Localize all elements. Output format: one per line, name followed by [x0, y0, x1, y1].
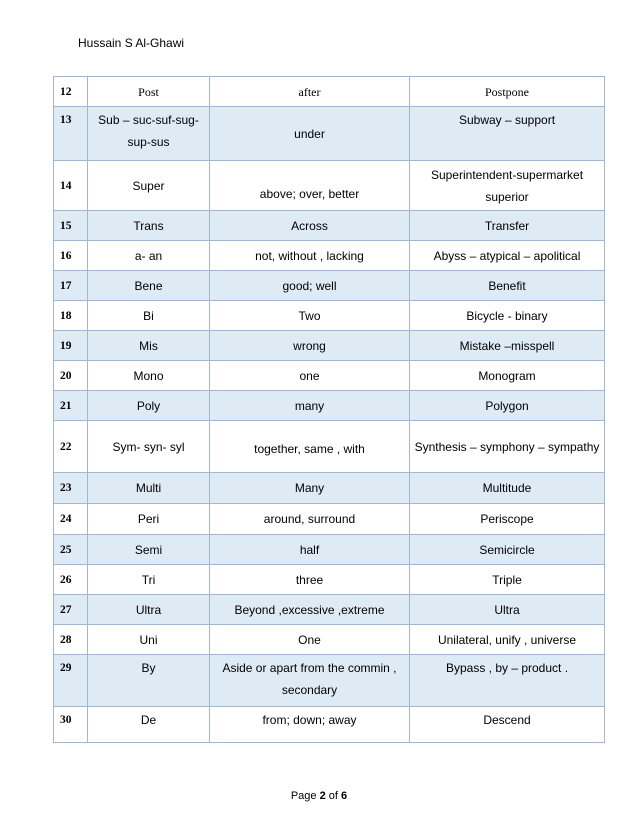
- example-cell: Polygon: [410, 391, 605, 421]
- total-pages-number: 6: [341, 790, 348, 802]
- example-cell: Postpone: [410, 77, 605, 107]
- meaning-cell: one: [210, 361, 410, 391]
- row-number: 18: [54, 301, 88, 331]
- table-row: [54, 271, 605, 301]
- root-cell: By: [88, 655, 210, 707]
- table-row: [54, 707, 605, 743]
- example-cell: Periscope: [410, 504, 605, 535]
- root-cell: Ultra: [88, 595, 210, 625]
- row-number: 26: [54, 565, 88, 595]
- table-row: [54, 107, 605, 161]
- example-cell: Benefit: [410, 271, 605, 301]
- meaning-cell: Many: [210, 473, 410, 504]
- example-cell: Triple: [410, 565, 605, 595]
- row-number: 25: [54, 535, 88, 565]
- root-cell: Post: [88, 77, 210, 107]
- table-row: [54, 331, 605, 361]
- example-cell: Synthesis – symphony – sympathy: [410, 421, 605, 473]
- example-cell: Unilateral, unify , universe: [410, 625, 605, 655]
- row-number: 30: [54, 707, 88, 743]
- root-cell: Bene: [88, 271, 210, 301]
- table-row: [54, 595, 605, 625]
- table-row: [54, 565, 605, 595]
- meaning-cell: half: [210, 535, 410, 565]
- root-cell: Peri: [88, 504, 210, 535]
- root-cell: Trans: [88, 211, 210, 241]
- row-number: 22: [54, 421, 88, 473]
- table-row: [54, 161, 605, 211]
- meaning-cell: Two: [210, 301, 410, 331]
- row-number: 16: [54, 241, 88, 271]
- word-roots-table: [53, 76, 605, 743]
- meaning-cell: three: [210, 565, 410, 595]
- root-cell: Mono: [88, 361, 210, 391]
- root-cell: De: [88, 707, 210, 743]
- root-cell: Tri: [88, 565, 210, 595]
- table-row: [54, 77, 605, 107]
- example-cell: Bicycle - binary: [410, 301, 605, 331]
- document-header: Hussain S Al-Ghawi: [78, 36, 185, 50]
- root-cell: Semi: [88, 535, 210, 565]
- root-cell: Sub – suc-suf-sug-sup-sus: [88, 107, 210, 161]
- row-number: 27: [54, 595, 88, 625]
- meaning-cell: together, same , with: [210, 421, 410, 473]
- example-cell: Descend: [410, 707, 605, 743]
- row-number: 29: [54, 655, 88, 707]
- row-number: 17: [54, 271, 88, 301]
- meaning-cell: under: [210, 107, 410, 161]
- meaning-cell: good; well: [210, 271, 410, 301]
- example-cell: Ultra: [410, 595, 605, 625]
- row-number: 21: [54, 391, 88, 421]
- root-cell: Sym- syn- syl: [88, 421, 210, 473]
- table-row: [54, 625, 605, 655]
- example-cell: Bypass , by – product .: [410, 655, 605, 707]
- table-row: [54, 211, 605, 241]
- table-row: [54, 473, 605, 504]
- row-number: 19: [54, 331, 88, 361]
- meaning-cell: from; down; away: [210, 707, 410, 743]
- table-row: [54, 361, 605, 391]
- row-number: 14: [54, 161, 88, 211]
- root-cell: Super: [88, 161, 210, 211]
- row-number: 20: [54, 361, 88, 391]
- meaning-cell: many: [210, 391, 410, 421]
- root-cell: Uni: [88, 625, 210, 655]
- example-cell: Abyss – atypical – apolitical: [410, 241, 605, 271]
- row-number: 24: [54, 504, 88, 535]
- root-cell: Bi: [88, 301, 210, 331]
- table-row: [54, 535, 605, 565]
- example-cell: Subway – support: [410, 107, 605, 161]
- footer-prefix: Page: [290, 790, 320, 802]
- footer-middle: of: [325, 790, 342, 802]
- meaning-cell: Aside or apart from the commin , secondary: [210, 655, 410, 707]
- meaning-cell: wrong: [210, 331, 410, 361]
- table-row: [54, 504, 605, 535]
- row-number: 15: [54, 211, 88, 241]
- meaning-cell: after: [210, 77, 410, 107]
- root-cell: a- an: [88, 241, 210, 271]
- table-row: [54, 241, 605, 271]
- meaning-cell: One: [210, 625, 410, 655]
- meaning-cell: above; over, better: [210, 161, 410, 211]
- example-cell: Mistake –misspell: [410, 331, 605, 361]
- table-row: [54, 301, 605, 331]
- table-row: [54, 655, 605, 707]
- meaning-cell: Beyond ,excessive ,extreme: [210, 595, 410, 625]
- example-cell: Superintendent-supermarket superior: [410, 161, 605, 211]
- root-cell: Multi: [88, 473, 210, 504]
- meaning-cell: around, surround: [210, 504, 410, 535]
- root-cell: Poly: [88, 391, 210, 421]
- example-cell: Transfer: [410, 211, 605, 241]
- current-page-number: 2: [319, 790, 326, 802]
- row-number: 13: [54, 107, 88, 161]
- table-row: [54, 391, 605, 421]
- row-number: 12: [54, 77, 88, 107]
- example-cell: Semicircle: [410, 535, 605, 565]
- root-cell: Mis: [88, 331, 210, 361]
- page-footer: [0, 790, 638, 802]
- row-number: 28: [54, 625, 88, 655]
- meaning-cell: not, without , lacking: [210, 241, 410, 271]
- table-row: [54, 421, 605, 473]
- example-cell: Monogram: [410, 361, 605, 391]
- meaning-cell: Across: [210, 211, 410, 241]
- row-number: 23: [54, 473, 88, 504]
- example-cell: Multitude: [410, 473, 605, 504]
